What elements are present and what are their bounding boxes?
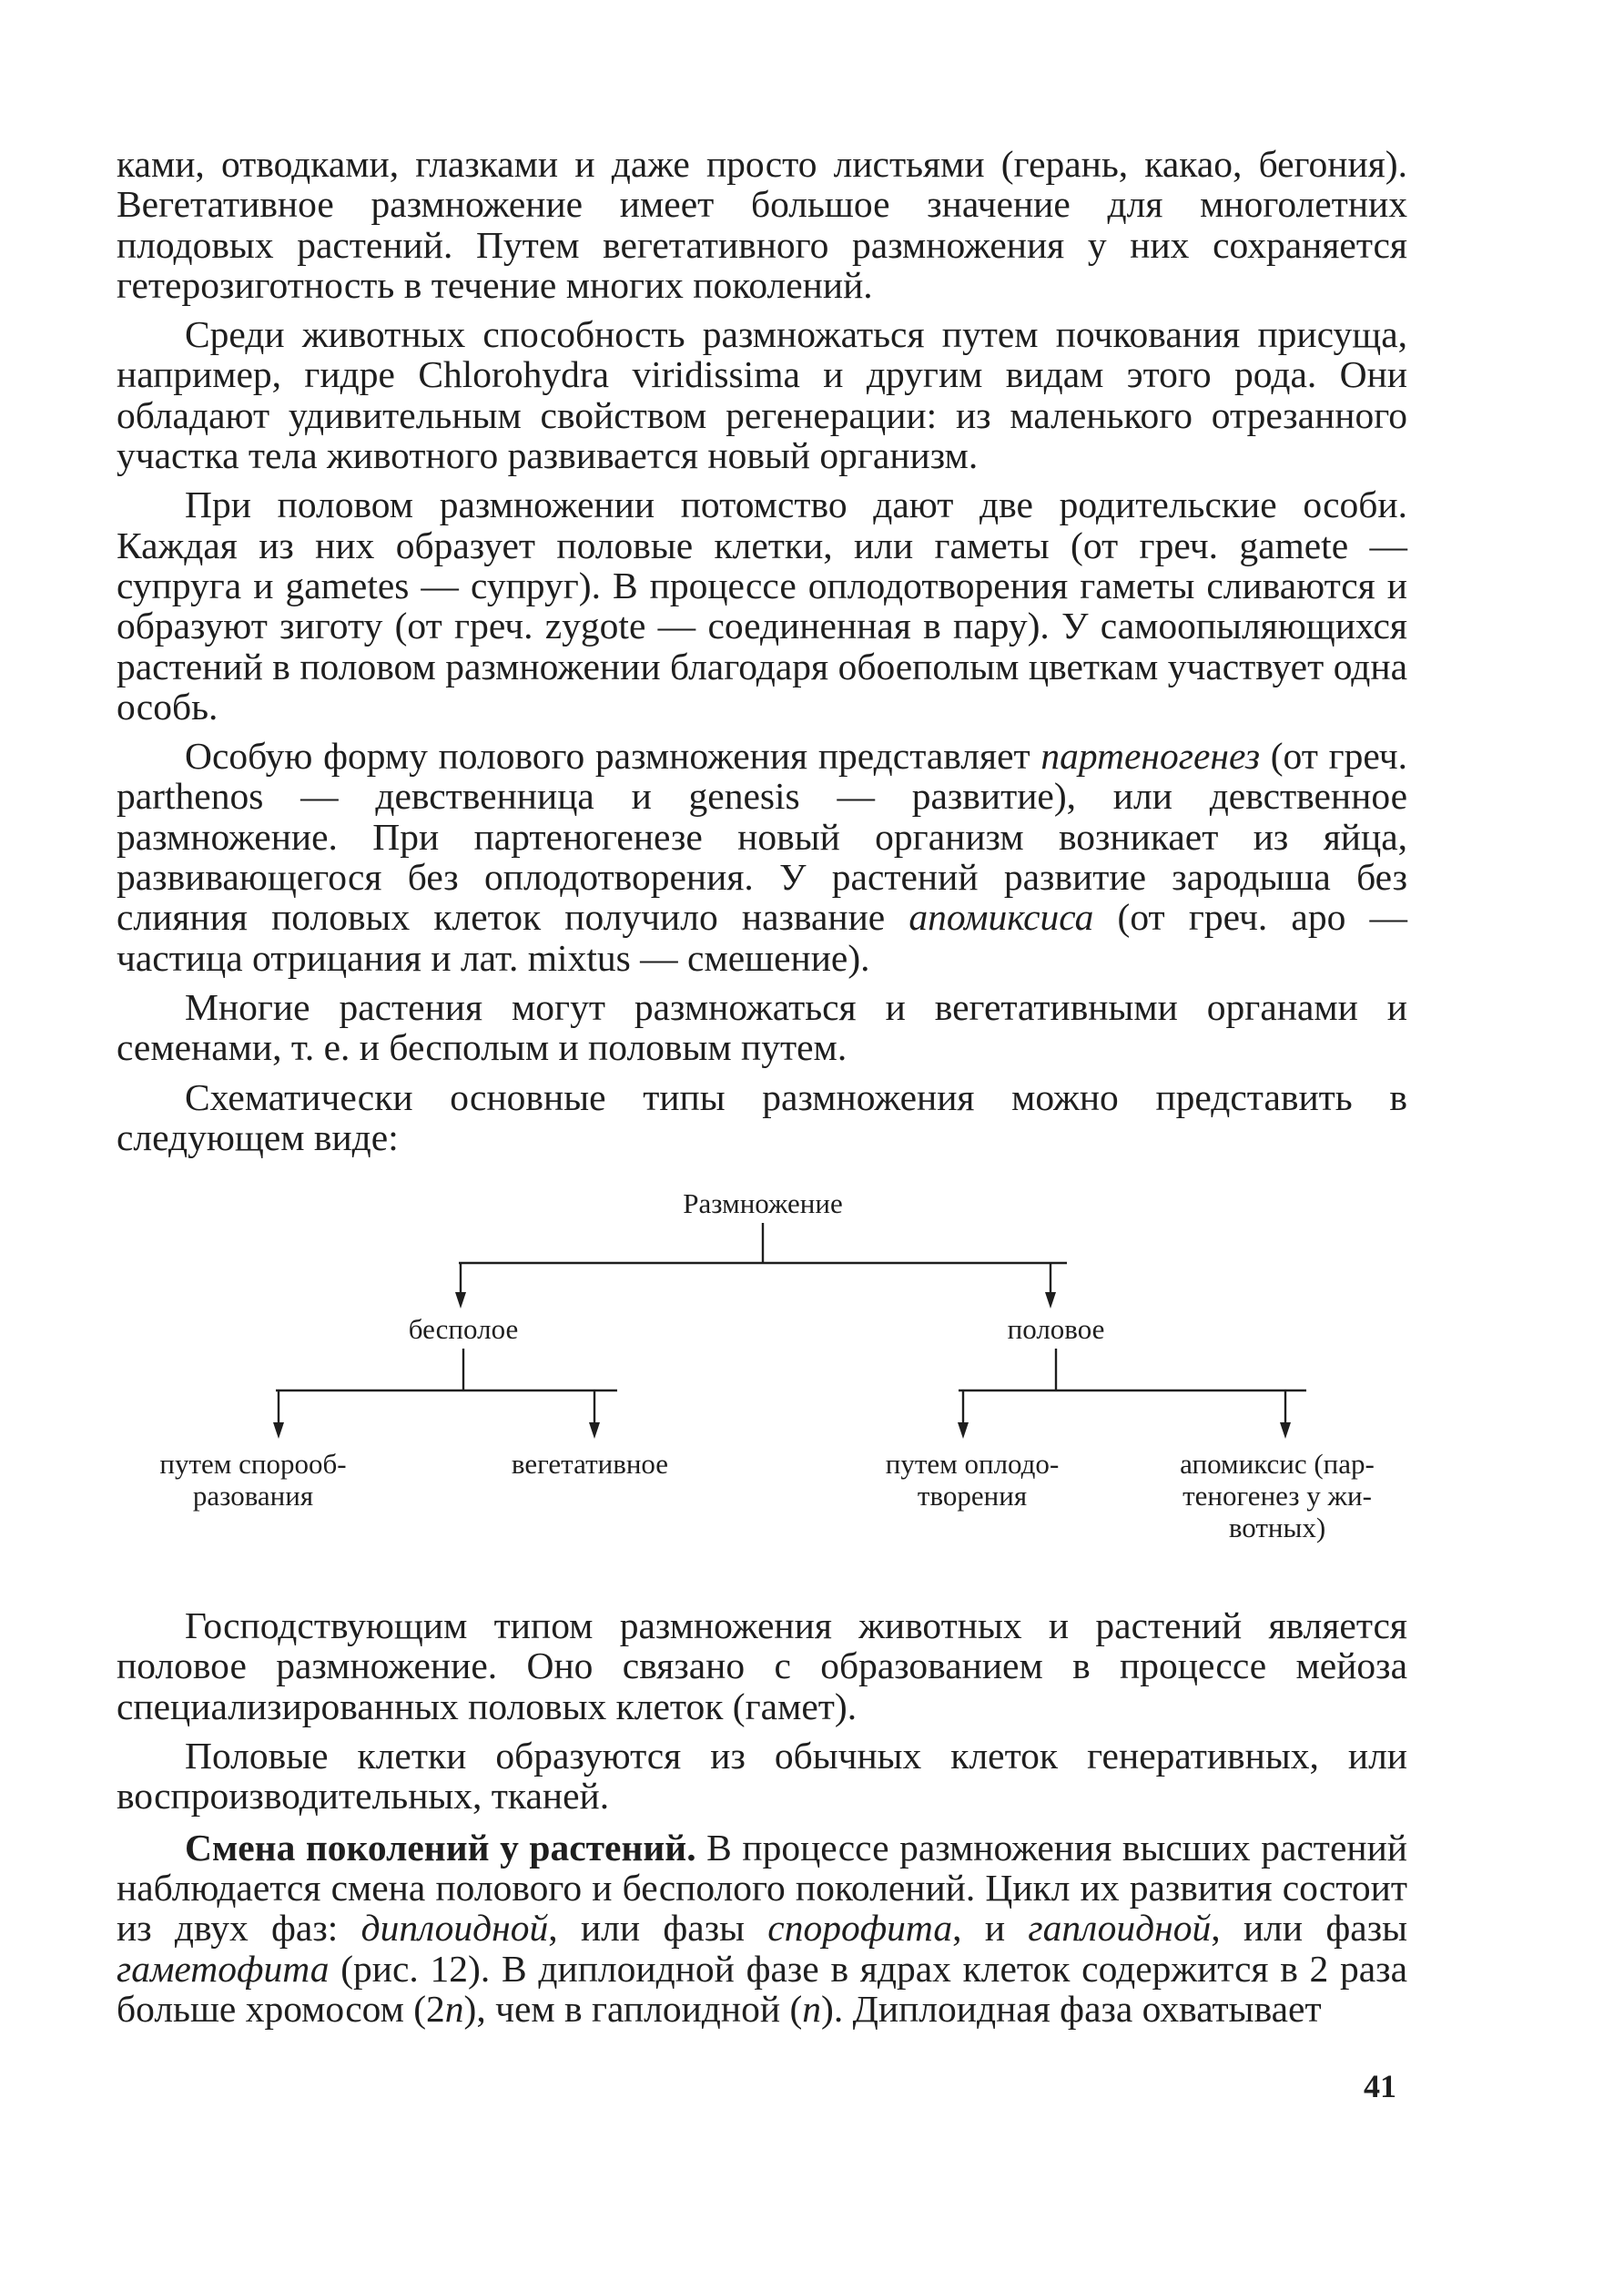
scheme-root-label: Размножение [683,1187,843,1220]
symbol-n-diploid: n [444,1987,464,2030]
paragraph-scheme-intro: Схематически основные типы размножения можно представить в следующем виде: [117,1075,1407,1158]
arrowhead-fertilization [958,1422,969,1439]
term-diploid: диплоидной [360,1907,549,1950]
scheme-leaf-fertilization: путем оплодотворения [885,1448,1060,1512]
reproduction-scheme-diagram [117,1179,1407,1580]
scheme-asexual-label: бесполое [408,1313,519,1346]
scheme-leaf-vegetative: вегетативное [511,1448,669,1481]
term-sporophyte: спорофита [767,1907,953,1950]
scheme-leaf-sporulation: путем спорообразования [159,1448,347,1512]
term-apomixis: апомиксиса [908,896,1094,939]
scheme-sexual-label: половое [1007,1313,1105,1346]
paragraph-alternation-of-generations [117,1828,1407,2029]
paragraph-animal-budding: Среди животных способность размножаться путем почкования присуща, например, гидре Chlorohydra viridissima и другим видам этого рода. Они обладают удивительным свойством регенерации: из маленького отрезанного участка тела животного развивается новый организм. [117,313,1407,477]
arrowhead-apomixis [1280,1422,1291,1439]
paragraph-vegetative-propagation: ками, отводками, глазками и даже просто листьями (герань, какао, бегония). Вегетативное размножение имеет большое значение для многолетних плодовых растений. Путем вегетативного размножения у них сохраняется гетерозиготность в течение многих поколений. [117,143,1407,306]
p9-text-g: ). Диплоидная фаза охватывает [821,1987,1322,2030]
paragraph-parthenogenesis [117,736,1407,978]
scheme-leaf-apomixis: апомиксис (партеногенез у животных) [1180,1448,1375,1544]
p9-text-f: ), чем в гаплоидной ( [463,1987,803,2030]
p9-text-c: , и [952,1907,1029,1950]
paragraph-both-ways: Многие растения могут размножаться и вегетативными органами и семенами, т. е. и бесполым и половым путем. [117,985,1407,1069]
paragraph-dominant-type: Господствующим типом размножения животных и растений является половое размножение. Оно связано с образованием в процессе мейоза специализированных половых клеток (гамет). [117,1604,1407,1727]
arrowhead-vegetative [589,1422,600,1439]
page-body [117,144,1407,2029]
paragraph-sexual-reproduction: При половом размножении потомство дают две родительские особи. Каждая из них образует половые клетки, или гаметы (от греч. gamete — супруга и gametes — супруг). В процессе оплодотворения гаметы сливаются и образуют зиготу (от греч. zygote — соединенная в пару). У самоопыляющихся растений в половом размножении благодаря обоеполым цветкам участвует одна особь. [117,484,1407,728]
page-number: 41 [1364,2068,1396,2104]
p9-text-d: , или фазы [1211,1907,1407,1950]
term-haploid: гаплоидной [1028,1907,1212,1950]
p9-text-b: , или фазы [548,1907,768,1950]
p9-text-e: (рис. 12). В диплоидной фазе в ядрах клеток содержится в 2 раза больше хромосом (2 [117,1947,1407,2030]
arrowhead-asexual [455,1292,466,1309]
p9-text-a: В процессе размножения высших растений наблюдается смена полового и бесполого поколений. Цикл их развития состоит из двух фаз: [117,1826,1407,1950]
p4-text-c: (от греч. apo — частица отрицания и лат. mixtus — смешение). [117,896,1407,979]
p4-text-a: Особую форму полового размножения представляет [185,735,1041,778]
section-heading-alternation: Смена поколений у растений. [185,1826,696,1869]
term-gametophyte: гаметофита [117,1947,330,1990]
arrowhead-sexual [1045,1292,1056,1309]
paragraph-sex-cells: Половые клетки образуются из обычных клеток генеративных, или воспроизводительных, тканей. [117,1735,1407,1818]
p4-text-b: (от греч. parthenos — девственница и genesis — развитие), или девственное размножение. При партеногенезе новый организм возникает из яйца, развивающегося без оплодотворения. У растений развитие зародыша без слияния половых клеток получило название [117,735,1407,939]
arrowhead-spore [273,1422,284,1439]
term-parthenogenesis: партеногенез [1040,735,1261,778]
symbol-n-haploid: n [802,1987,822,2030]
